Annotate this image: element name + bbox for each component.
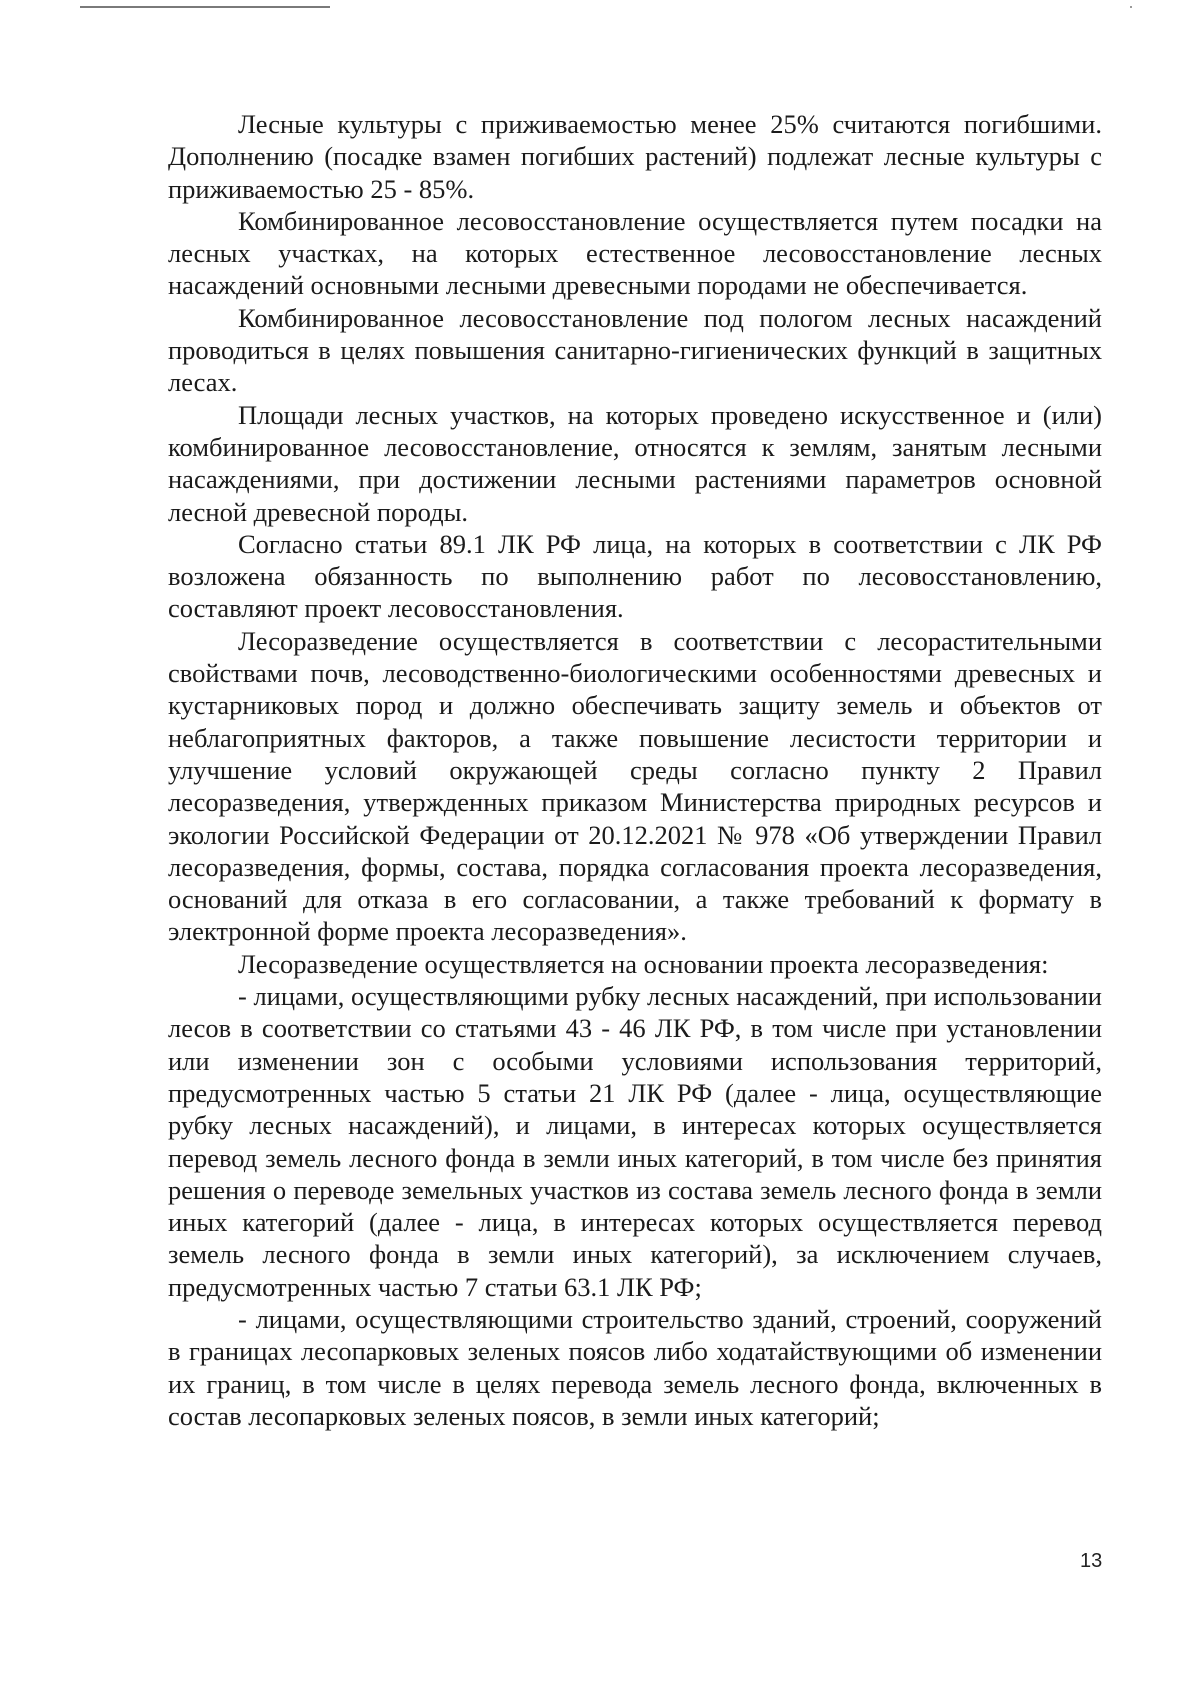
- scan-artifact-dot: [1130, 6, 1132, 8]
- paragraph-afforestation-basis: Лесоразведение осуществляется на основании проекта лесоразведения:: [238, 948, 1049, 979]
- list-item-felling-persons: - лицами, осуществляющими рубку лесных насаждений, при использовании лесов в соответствии со статьями 43 - 46 ЛК РФ, в том числе при установлении или изменении зон с особыми условиями использования территорий, предусмотренных частью 5 статьи 21 ЛК РФ (далее - лица, осуществляющие рубку лесных насаждений), и лицами, в интересах которых осуществляется перевод земель лесного фонда в земли иных категорий, в том числе без принятия решения о переводе земельных участков из состава земель лесного фонда в земли иных категорий (далее - лица, в интересах которых осуществляется перевод земель лесного фонда в земли иных категорий), за исключением случаев, предусмотренных частью 7 статьи 63.1 ЛК РФ;: [168, 981, 1102, 1302]
- page-number: 13: [1080, 1550, 1103, 1572]
- paragraph-under-canopy: Комбинированное лесовосстановление под пологом лесных насаждений проводиться в целях повышения санитарно-гигиенических функций в защитных лесах.: [168, 302, 1102, 398]
- paragraph-combined-reforestation: Комбинированное лесовосстановление осуществляется путем посадки на лесных участках, на которых естественное лесовосстановление лесных насаждений основными лесными древесными породами не обеспечивается.: [168, 205, 1102, 301]
- paragraph-survival-rate: Лесные культуры с приживаемостью менее 25% считаются погибшими. Дополнению (посадке взамен погибших растений) подлежат лесные культуры с приживаемостью 25 - 85%.: [168, 109, 1102, 204]
- document-body: [168, 108, 1102, 1432]
- paragraph-afforestation-rules: Лесоразведение осуществляется в соответствии с лесорастительными свойствами почв, лесоводственно-биологическими особенностями древесных и кустарниковых пород и должно обеспечивать защиту земель и объектов от неблагоприятных факторов, а также повышение лесистости территории и улучшение условий окружающей среды согласно пункту 2 Правил лесоразведения, утвержденных приказом Министерства природных ресурсов и экологии Российской Федерации от 20.12.2021 № 978 «Об утверждении Правил лесоразведения, формы, состава, порядка согласования проекта лесоразведения, оснований для отказа в его согласовании, а также требований к формату в электронной форме проекта лесоразведения».: [168, 625, 1102, 947]
- list-item-construction-persons: - лицами, осуществляющими строительство зданий, строений, сооружений в границах лесопарковых зеленых поясов либо ходатайствующими об изменении их границ, в том числе в целях перевода земель лесного фонда, включенных в состав лесопарковых зеленых поясов, в земли иных категорий;: [168, 1303, 1102, 1431]
- scan-artifact-line: [80, 6, 330, 8]
- paragraph-article-89-1: Согласно статьи 89.1 ЛК РФ лица, на которых в соответствии с ЛК РФ возложена обязанность по выполнению работ по лесовосстановлению, составляют проект лесовосстановления.: [168, 528, 1102, 624]
- paragraph-land-areas: Площади лесных участков, на которых проведено искусственное и (или) комбинированное лесовосстановление, относятся к землям, занятым лесными насаждениями, при достижении лесными растениями параметров основной лесной древесной породы.: [168, 399, 1102, 527]
